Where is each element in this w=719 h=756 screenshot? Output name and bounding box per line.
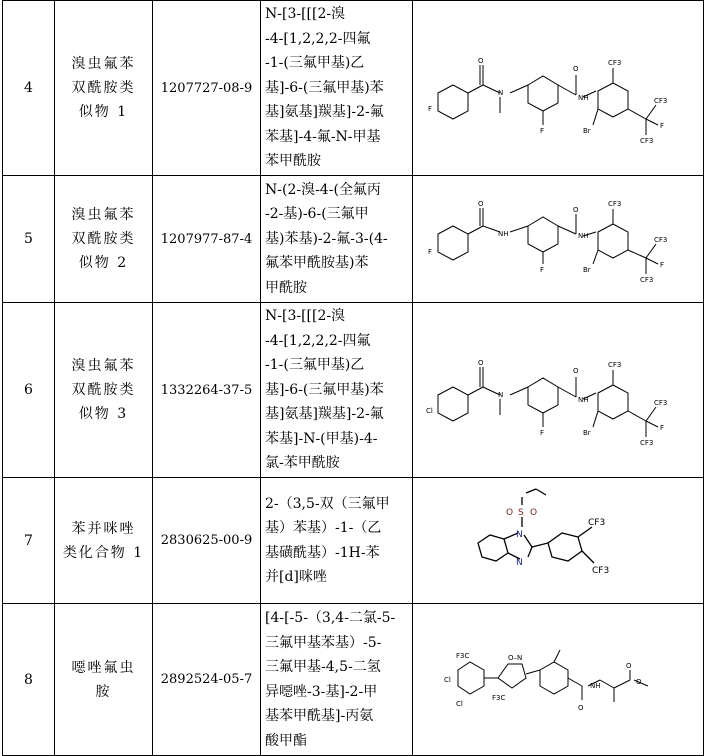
cas-number: 2892524-05-7 — [153, 604, 261, 756]
atom-label: F3C — [492, 693, 506, 702]
structure-diagram — [438, 630, 678, 730]
atom-label: CF3 — [654, 399, 668, 407]
atom-label: O — [530, 507, 538, 518]
atom-label: F — [660, 424, 665, 432]
atom-label: F — [428, 105, 433, 113]
structure-cell — [413, 1, 704, 176]
cas-number: 1207727-08-9 — [153, 1, 261, 176]
structure-diagram — [418, 184, 698, 294]
compound-name: 溴虫氟苯 双酰胺类 似物 2 — [55, 176, 153, 303]
chemical-name: N-[3-[[[2-溴 -4-[1,2,2,2-四氟 -1-(三氟甲基)乙 基]-6-(三氟甲基)苯 基]氨基]羰基]-2-氟 苯基]-4-氟-N-甲基 苯甲酰胺 — [261, 1, 413, 176]
atom-label: NH — [578, 94, 589, 102]
table-row — [3, 478, 704, 604]
atom-label: O — [506, 507, 514, 518]
atom-label: O — [478, 200, 484, 208]
atom-label: N — [516, 557, 523, 568]
atom-label: CF3 — [640, 137, 654, 145]
atom-label: Br — [583, 429, 591, 437]
atom-label: NH — [578, 396, 589, 404]
row-number: 7 — [3, 478, 55, 604]
structure-diagram — [468, 481, 648, 601]
compound-name: 苯并咪唑 类化合物 1 — [55, 478, 153, 604]
table-row — [3, 604, 704, 756]
cas-number: 1207977-87-4 — [153, 176, 261, 303]
atom-label: CF3 — [654, 97, 668, 105]
atom-label: O — [626, 661, 632, 670]
structure-diagram — [418, 13, 698, 163]
structure-cell — [413, 604, 704, 756]
atom-label: O — [578, 703, 584, 712]
atom-label: O — [636, 677, 642, 686]
table-row — [3, 176, 704, 303]
atom-label: CF3 — [592, 565, 610, 576]
atom-label: S — [518, 507, 524, 518]
atom-label: O — [573, 367, 579, 375]
cas-number: 1332264-37-5 — [153, 303, 261, 478]
atom-label: F — [540, 429, 545, 437]
atom-label: CF3 — [608, 59, 622, 67]
atom-label: O–N — [508, 653, 523, 662]
atom-label: F — [540, 127, 545, 135]
table-row — [3, 1, 704, 176]
structure-diagram — [418, 315, 698, 465]
atom-label: CF3 — [588, 517, 606, 528]
atom-label: NH — [578, 232, 589, 240]
atom-label: Cl — [444, 675, 451, 684]
atom-label: Cl — [426, 407, 433, 415]
compound-name: 溴虫氟苯 双酰胺类 似物 1 — [55, 1, 153, 176]
structure-cell — [413, 478, 704, 604]
chemical-name: 2-（3,5-双（三氟甲 基）苯基）-1-（乙 基磺酰基）-1H-苯 并[d]咪唑 — [261, 478, 413, 604]
atom-label: NH — [498, 230, 509, 238]
atom-label: N — [498, 391, 504, 399]
atom-label: O — [573, 65, 579, 73]
atom-label: CF3 — [654, 236, 668, 244]
row-number: 6 — [3, 303, 55, 478]
atom-label: N — [516, 529, 523, 540]
row-number: 8 — [3, 604, 55, 756]
atom-label: F — [540, 266, 545, 274]
compound-table — [2, 0, 704, 756]
atom-label: F — [428, 248, 433, 256]
atom-label: F — [660, 122, 665, 130]
atom-label: O — [478, 359, 484, 367]
atom-label: Cl — [456, 699, 463, 708]
compound-name: 噁唑氟虫 胺 — [55, 604, 153, 756]
atom-label: O — [478, 57, 484, 65]
atom-label: CF3 — [608, 361, 622, 369]
row-number: 4 — [3, 1, 55, 176]
table-row — [3, 303, 704, 478]
atom-label: CF3 — [608, 200, 622, 208]
atom-label: N — [498, 89, 504, 97]
atom-label: Br — [583, 127, 591, 135]
atom-label: Br — [583, 266, 591, 274]
atom-label: NH — [590, 681, 601, 690]
atom-label: CF3 — [640, 276, 654, 284]
atom-label: F — [660, 261, 665, 269]
atom-label: F3C — [456, 651, 470, 660]
row-number: 5 — [3, 176, 55, 303]
atom-label: O — [573, 206, 579, 214]
compound-name: 溴虫氟苯 双酰胺类 似物 3 — [55, 303, 153, 478]
chemical-name: N-(2-溴-4-(全氟丙 -2-基)-6-(三氟甲 基)苯基)-2-氟-3-(4- 氟苯甲酰胺基)苯 甲酰胺 — [261, 176, 413, 303]
chemical-name: [4-[-5-（3,4-二氯-5- 三氟甲基苯基）-5- 三氟甲基-4,5-二氢 异噁唑-3-基]-2-甲 基苯甲酰基]-丙氨 酸甲酯 — [261, 604, 413, 756]
chemical-name: N-[3-[[[2-溴 -4-[1,2,2,2-四氟 -1-(三氟甲基)乙 基]-6-(三氟甲基)苯 基]氨基]羰基]-2-氟 苯基]-N-(甲基)-4- 氯-苯甲酰胺 — [261, 303, 413, 478]
structure-cell — [413, 303, 704, 478]
atom-label: CF3 — [640, 439, 654, 447]
cas-number: 2830625-00-9 — [153, 478, 261, 604]
structure-cell — [413, 176, 704, 303]
